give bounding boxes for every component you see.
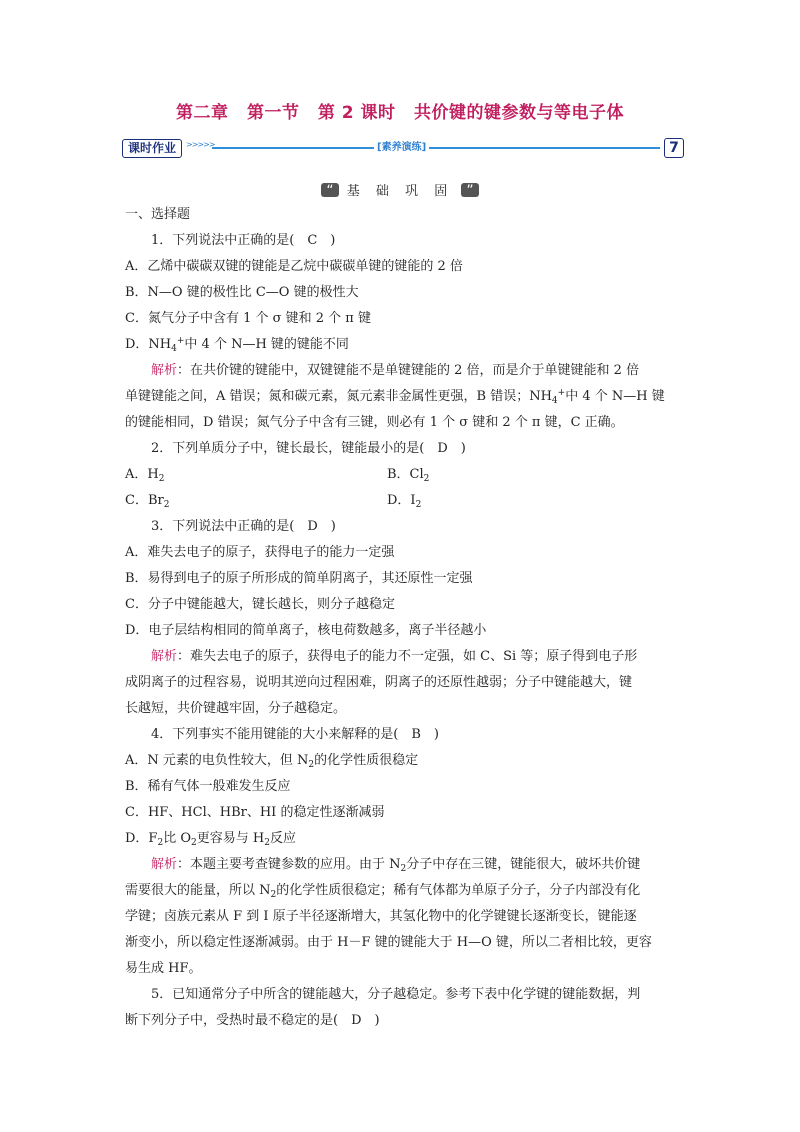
homework-banner [122, 136, 684, 160]
chapter-label: 第二章 [176, 103, 229, 123]
q4-option-b: B．稀有气体一般难发生反应 [125, 779, 291, 794]
q2-option-c: C．$Br_2$ [125, 493, 170, 510]
q1-option-c: C．氮气分子中含有 1 个 σ 键和 2 个 π 键 [125, 311, 371, 326]
section-heading [0, 180, 800, 199]
part-heading: 一、选择题 [125, 207, 191, 222]
section-title: 基 础 巩 固 [346, 184, 454, 199]
section-label: 第一节 [246, 103, 300, 123]
explanation-label: 解析 [151, 363, 178, 378]
banner-label: [素养演练] [374, 140, 429, 155]
arrows-decoration: >>>>> [186, 140, 215, 149]
open-quote-icon [321, 181, 339, 199]
q1-explanation-line: 解析：在共价键的键能中，双键键能不是单键键能的 2 倍，而是介于单键键能和 2 倍 [151, 363, 640, 378]
lesson-label: 第 2 课时 [317, 103, 396, 123]
q1-stem: 1．下列说法中正确的是( C ) [151, 233, 336, 248]
page-number-badge: 7 [664, 138, 684, 158]
q1-option-b: B．N—O 键的极性比 C—O 键的极性大 [125, 285, 359, 300]
q3-option-c: C．分子中键能越大，键长越长，则分子越稳定 [125, 597, 395, 612]
q4-explanation-line: 学键；卤族元素从 F 到 I 原子半径逐渐增大，其氢化物中的化学键键长逐渐变长，键能逐 [125, 909, 637, 924]
homework-badge: 课时作业 [122, 139, 182, 158]
q1-option-d: D．$NH_4^+$中 4 个 N—H 键的键能不同 [125, 336, 349, 354]
lesson-title [0, 98, 800, 123]
q4-explanation-line: 渐变小，所以稳定性逐渐减弱。由于 H－F 键的键能大于 H—O 键，所以二者相比较，更容 [125, 935, 652, 950]
q3-explanation-line: 长越短，共价键越牢固，分子越稳定。 [125, 701, 347, 716]
q3-option-a: A．难失去电子的原子，获得电子的能力一定强 [125, 545, 395, 560]
explanation-label: 解析 [151, 649, 178, 664]
close-quote-icon [461, 181, 479, 199]
q3-stem: 3．下列说法中正确的是( D ) [151, 519, 336, 534]
q4-option-a: A．N 元素的电负性较大，但 $N_2$的化学性质很稳定 [125, 753, 419, 770]
q3-explanation-line: 解析：难失去电子的原子，获得电子的能力不一定强，如 C、Si 等；原子得到电子形 [151, 649, 638, 664]
q5-stem: 5．已知通常分子中所含的键能越大，分子越稳定。参考下表中化学键的键能数据，判 [151, 987, 641, 1002]
svg-text:”: ” [466, 182, 474, 199]
explanation-label: 解析 [151, 857, 178, 872]
q4-explanation-line: 解析：本题主要考查键参数的应用。由于 $N_2$分子中存在三键，键能很大，破坏共价键 [151, 857, 641, 874]
question-list [125, 202, 680, 1034]
q2-stem: 2．下列单质分子中，键长最长，键能最小的是( D ) [151, 441, 466, 456]
q3-explanation-line: 成阴离子的过程容易，说明其逆向过程困难，阴离子的还原性越弱；分子中键能越大，键 [125, 675, 633, 690]
topic-label: 共价键的键参数与等电子体 [413, 103, 624, 123]
banner-line [212, 147, 660, 149]
q2-option-a: A．$H_2$ [125, 467, 165, 484]
q4-explanation-line: 易生成 HF。 [125, 961, 202, 976]
q1-explanation-line: 的键能相同，D 错误；氮气分子中含有三键，则必有 1 个 σ 键和 2 个 π 键，C 正确。 [125, 415, 624, 430]
q2-options-row [125, 488, 680, 514]
q5-stem: 断下列分子中，受热时最不稳定的是( D ) [125, 1013, 380, 1028]
q4-option-d: D．$F_2$比 $O_2$更容易与 $H_2$反应 [125, 831, 296, 848]
q1-explanation-line: 单键键能之间，A 错误；氮和碳元素，氮元素非金属性更强，B 错误；$NH_4^+$中 4 个 N—H 键 [125, 388, 665, 406]
q2-options-row [125, 462, 680, 488]
q2-option-d: D．$I_2$ [387, 493, 422, 510]
q4-explanation-line: 需要很大的能量，所以 $N_2$的化学性质很稳定；稀有气体都为单原子分子，分子内部没有化 [125, 883, 641, 900]
q2-option-b: B．$Cl_2$ [387, 467, 430, 484]
q4-stem: 4．下列事实不能用键能的大小来解释的是( B ) [151, 727, 439, 742]
svg-text:“: “ [326, 182, 334, 199]
q4-option-c: C．HF、HCl、HBr、HI 的稳定性逐渐减弱 [125, 805, 385, 820]
q1-option-a: A．乙烯中碳碳双键的键能是乙烷中碳碳单键的键能的 2 倍 [125, 259, 463, 274]
q3-option-b: B．易得到电子的原子所形成的简单阴离子，其还原性一定强 [125, 571, 473, 586]
q3-option-d: D．电子层结构相同的简单离子，核电荷数越多，离子半径越小 [125, 623, 487, 638]
